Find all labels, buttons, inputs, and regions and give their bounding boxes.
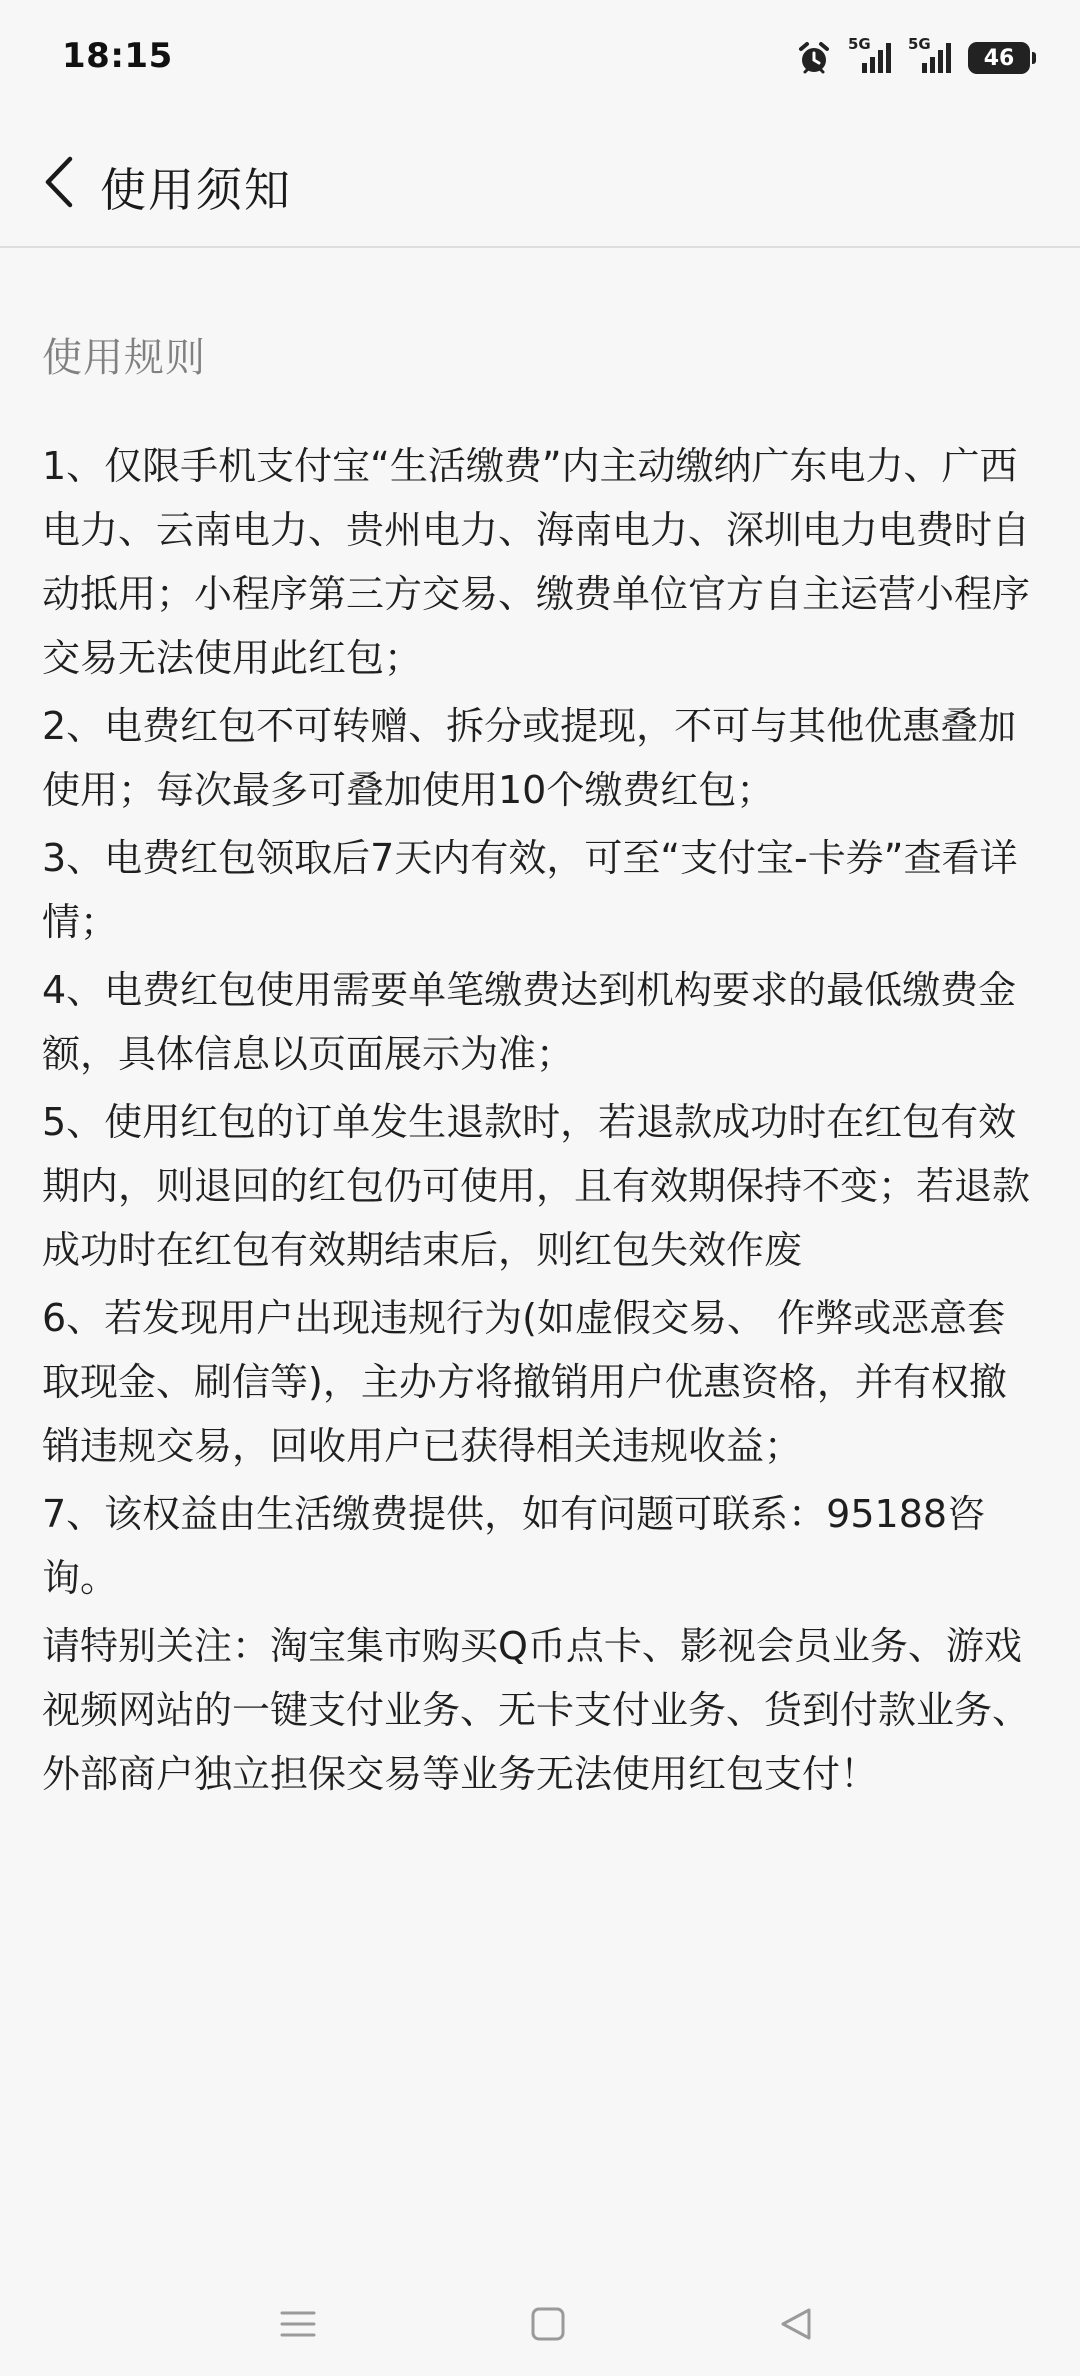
rule-item: 5、使用红包的订单发生退款时，若退款成功时在红包有效期内，则退回的红包仍可使用，且有效期保持不变；若退款成功时在红包有效期结束后，则红包失效作废 [42,1100,1031,1272]
signal-5g-icon [848,35,892,75]
battery-level: 46 [983,45,1015,71]
rule-item: 4、电费红包使用需要单笔缴费达到机构要求的最低缴费金额，具体信息以页面展示为准； [42,968,1017,1076]
menu-icon [278,2304,318,2344]
signal-5g-icon [908,35,952,75]
rule-item: 3、电费红包领取后7天内有效，可至“支付宝-卡券”查看详情； [42,836,1018,944]
home-square-icon [528,2304,568,2344]
rule-item: 7、该权益由生活缴费提供，如有问题可联系：95188咨询。 [42,1492,986,1600]
section-title: 使用规则 [42,335,206,381]
network-type-label: 5G [908,35,931,53]
rule-item: 6、若发现用户出现违规行为(如虚假交易、 作弊或恶意套取现金、刷信等)，主办方将撤销用户优惠资格，并有权撤销违规交易，回收用户已获得相关违规收益； [42,1296,1007,1468]
network-type-label: 5G [848,35,871,53]
system-nav-bar [0,2276,1080,2376]
header [0,118,1080,248]
home-button[interactable] [518,2294,578,2354]
alarm-icon [796,40,832,76]
back-triangle-icon [776,2304,816,2344]
rules-content [42,322,1042,1810]
status-icons [796,35,1030,78]
status-time: 18:15 [62,36,173,76]
status-bar [0,0,1080,118]
rule-item: 1、仅限手机支付宝“生活缴费”内主动缴纳广东电力、广西电力、云南电力、贵州电力、海南电力、深圳电力电费时自动抵用；小程序第三方交易、缴费单位官方自主运营小程序交易无法使用此红包； [42,444,1031,680]
special-notice: 请特别关注：淘宝集市购买Q币点卡、影视会员业务、游戏视频网站的一键支付业务、无卡支付业务、货到付款业务、外部商户独立担保交易等业务无法使用红包支付！ [42,1624,1031,1796]
battery-icon [968,42,1030,74]
back-button[interactable] [28,148,90,216]
page-title: 使用须知 [100,163,292,217]
rule-item: 2、电费红包不可转赠、拆分或提现，不可与其他优惠叠加使用；每次最多可叠加使用10个缴费红包； [42,704,1017,812]
back-nav-button[interactable] [766,2294,826,2354]
recent-apps-button[interactable] [268,2294,328,2354]
chevron-left-icon [42,155,76,209]
